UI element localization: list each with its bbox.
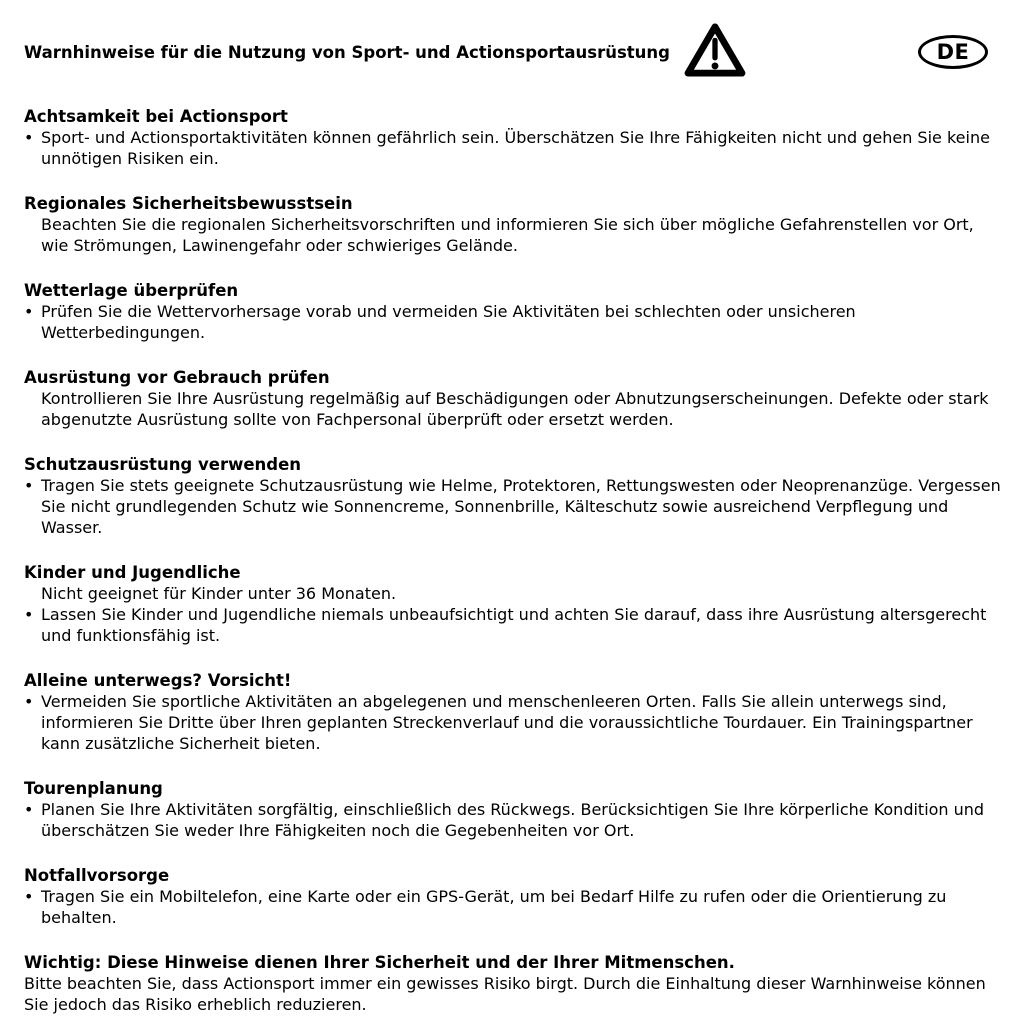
bullet-item xyxy=(24,691,1006,754)
bullet-marker: • xyxy=(24,887,34,906)
bullet-item xyxy=(24,604,1006,646)
bullet-marker: • xyxy=(24,302,34,321)
item-text: Planen Sie Ihre Aktivitäten sorgfältig, einschließlich des Rückwegs. Berücksichtigen Sie Ihre körperliche Kondition und überschätzen Sie weder Ihre Fähigkeiten noch die Gegebenheiten vor Ort. xyxy=(41,800,985,840)
item-text: Beachten Sie die regionalen Sicherheitsvorschriften und informieren Sie sich über mögliche Gefahrenstellen vor Ort, wie Strömungen, Lawinengefahr oder schwieriges Gelände. xyxy=(41,215,974,255)
bullet-item xyxy=(24,127,1006,169)
page-title: Warnhinweise für die Nutzung von Sport- und Actionsportausrüstung xyxy=(24,42,670,62)
bullet-marker: • xyxy=(24,605,34,624)
warning-section xyxy=(24,778,1006,841)
warning-section xyxy=(24,280,1006,343)
bullet-item xyxy=(24,475,1006,538)
bullet-item xyxy=(24,886,1006,928)
warning-section xyxy=(24,106,1006,169)
bullet-marker: • xyxy=(24,128,34,147)
section-items xyxy=(24,214,1006,256)
warning-section xyxy=(24,562,1006,646)
bullet-item xyxy=(24,799,1006,841)
language-badge: DE xyxy=(918,35,988,69)
footer-important-line: Wichtig: Diese Hinweise dienen Ihrer Sicherheit und der Ihrer Mitmenschen. xyxy=(24,953,735,972)
section-items xyxy=(24,886,1006,928)
section-heading: Achtsamkeit bei Actionsport xyxy=(24,107,288,126)
bullet-marker: • xyxy=(24,476,34,495)
section-heading: Tourenplanung xyxy=(24,779,163,798)
item-text: Tragen Sie stets geeignete Schutzausrüstung wie Helme, Protektoren, Rettungswesten oder Neoprenanzüge. Vergessen Sie nicht grundlegenden Schutz wie Sonnencreme, Sonnenbrille, Kälteschutz sowie ausreichend Verpflegung und Wasser. xyxy=(41,476,1001,537)
warning-sections xyxy=(24,106,1006,928)
section-heading: Regionales Sicherheitsbewusstsein xyxy=(24,194,353,213)
warning-section xyxy=(24,193,1006,256)
indented-item xyxy=(24,214,1006,256)
indented-item xyxy=(24,583,1006,604)
bullet-item xyxy=(24,301,1006,343)
warning-section xyxy=(24,367,1006,430)
item-text: Lassen Sie Kinder und Jugendliche niemals unbeaufsichtigt und achten Sie darauf, dass ihre Ausrüstung altersgerecht und funktionsfähig ist. xyxy=(41,605,987,645)
section-items xyxy=(24,475,1006,538)
section-heading: Wetterlage überprüfen xyxy=(24,281,239,300)
item-text: Kontrollieren Sie Ihre Ausrüstung regelmäßig auf Beschädigungen oder Abnutzungserscheinungen. Defekte oder stark abgenutzte Ausrüstung sollte von Fachpersonal überprüft oder ersetzt werden. xyxy=(41,389,989,429)
item-text: Nicht geeignet für Kinder unter 36 Monaten. xyxy=(41,584,397,603)
item-text: Sport- und Actionsportaktivitäten können gefährlich sein. Überschätzen Sie Ihre Fähigkeiten nicht und gehen Sie keine unnötigen Risiken ein. xyxy=(41,128,990,168)
section-items xyxy=(24,583,1006,646)
warning-section xyxy=(24,865,1006,928)
section-heading: Notfallvorsorge xyxy=(24,866,170,885)
footer-text-line: Bitte beachten Sie, dass Actionsport immer ein gewisses Risiko birgt. Durch die Einhaltung dieser Warnhinweise können Sie jedoch das Risiko erheblich reduzieren. xyxy=(24,974,986,1014)
section-items xyxy=(24,799,1006,841)
warning-section xyxy=(24,670,1006,754)
section-items xyxy=(24,127,1006,169)
warning-section xyxy=(24,454,1006,538)
section-items xyxy=(24,691,1006,754)
section-heading: Schutzausrüstung verwenden xyxy=(24,455,302,474)
section-items xyxy=(24,301,1006,343)
bullet-marker: • xyxy=(24,800,34,819)
section-items xyxy=(24,388,1006,430)
item-text: Tragen Sie ein Mobiltelefon, eine Karte oder ein GPS-Gerät, um bei Bedarf Hilfe zu rufen oder die Orientierung zu behalten. xyxy=(41,887,947,927)
indented-item xyxy=(24,388,1006,430)
section-heading: Alleine unterwegs? Vorsicht! xyxy=(24,671,292,690)
item-text: Prüfen Sie die Wettervorhersage vorab und vermeiden Sie Aktivitäten bei schlechten oder unsicheren Wetterbedingungen. xyxy=(41,302,856,342)
warning-triangle-icon xyxy=(684,22,746,83)
item-text: Vermeiden Sie sportliche Aktivitäten an abgelegenen und menschenleeren Orten. Falls Sie allein unterwegs sind, informieren Sie Dritte über Ihren geplanten Streckenverlauf und die voraussichtliche Tourdauer. Ein Trainingspartner kann zusätzliche Sicherheit bieten. xyxy=(41,692,973,753)
section-heading: Kinder und Jugendliche xyxy=(24,563,241,582)
doc-header xyxy=(24,0,1006,80)
bullet-marker: • xyxy=(24,692,34,711)
section-heading: Ausrüstung vor Gebrauch prüfen xyxy=(24,368,330,387)
doc-footer xyxy=(24,952,1006,1015)
